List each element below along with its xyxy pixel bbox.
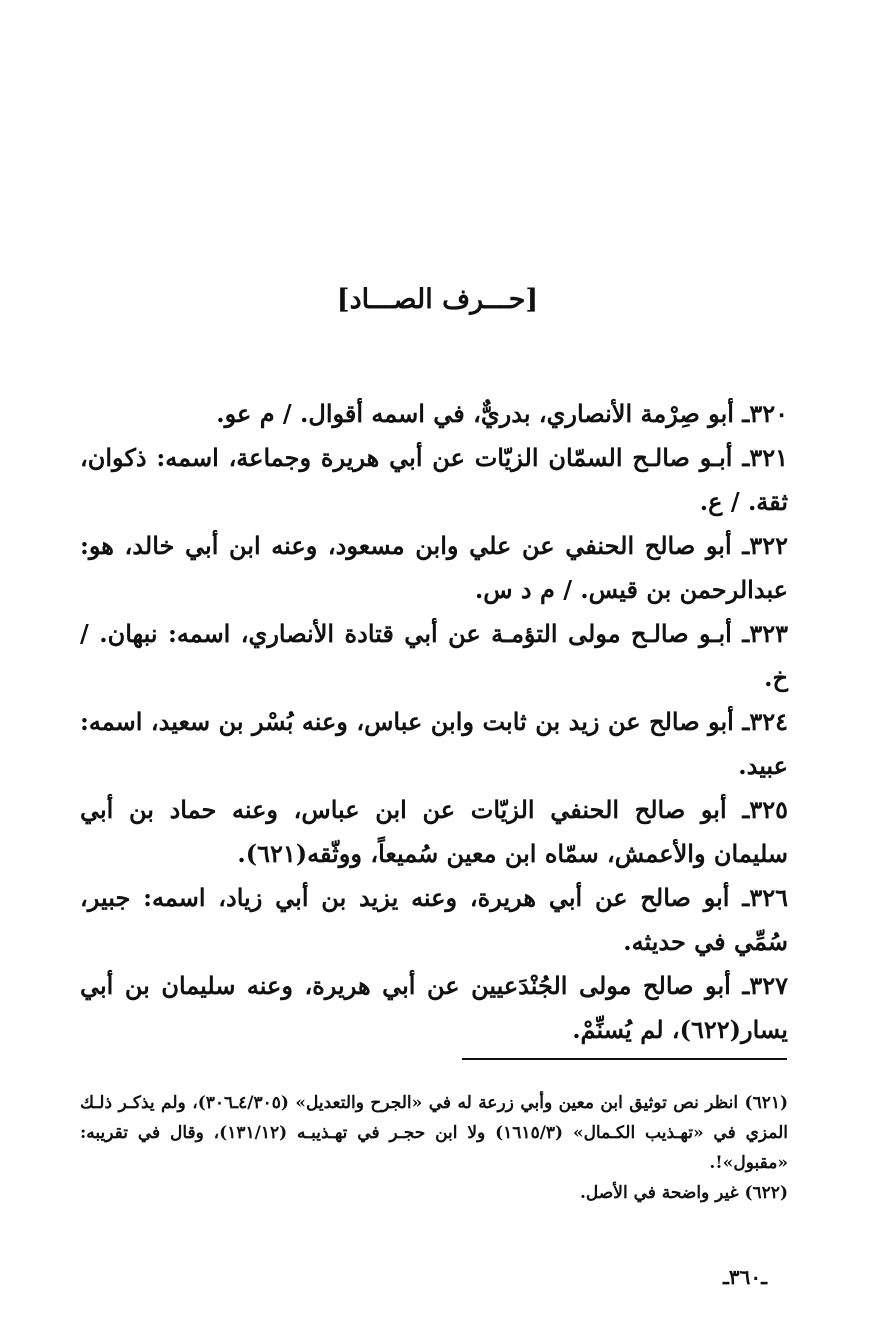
- entry-number: ٣٢٣ـ: [742, 619, 788, 648]
- section-title: [حـــرف الصـــاد]: [336, 284, 539, 315]
- entry-text: أبو صالح مولى الجُنْدَعيين عن أبي هريرة، وعنه سليمان بن أبي يسار(٦٢٢)، لم يُسنِّمْ.: [80, 971, 788, 1044]
- entry-322: [80, 524, 788, 612]
- entry-text: أبو صالح الحنفي عن علي وابن مسعود، وعنه ابن أبي خالد، هو: عبدالرحمن بن قيس. / م د س.: [80, 531, 788, 604]
- entry-320: [80, 392, 788, 436]
- footnote-621: [80, 1088, 788, 1178]
- footnote-text: انظر نص توثيق ابن معين وأبي زرعة له في «الجرح والتعديل» (٤/٣٠٥ـ٣٠٦)، ولم يذكـر ذلـك المزي في «تهـذيب الكـمال» (١٦١٥/٣) ولا ابن حجـر في تهـذيبـه (١٣١/١٢)، وقال في تقريبه: «مقبول»!.: [80, 1093, 788, 1173]
- entry-number: ٣٢٠ـ: [742, 399, 788, 428]
- footnote-622: [80, 1178, 788, 1208]
- entry-number: ٣٢٤ـ: [742, 707, 789, 736]
- footnote-text: غير واضحة في الأصل.: [580, 1183, 739, 1203]
- entry-321: [80, 436, 788, 524]
- entry-text: أبـو صالـح مولى التؤمـة عن أبي قتادة الأنصاري، اسمه: نبهان. / خ.: [80, 619, 788, 692]
- entry-number: ٣٢٧ـ: [742, 971, 789, 1000]
- page-number: ـ٣٦٠ـ: [723, 1265, 767, 1289]
- entries-list: [80, 392, 788, 1052]
- footnote-separator: [462, 1058, 787, 1060]
- entry-number: ٣٢١ـ: [742, 443, 789, 472]
- footnote-number: (٦٢١): [744, 1093, 789, 1113]
- entry-text: أبو صالح الحنفي الزيّات عن ابن عباس، وعنه حماد بن أبي سليمان والأعمش، سمّاه ابن معين سُميعاً، ووثّقه(٦٢١).: [80, 795, 788, 868]
- entry-text: أبو صالح عن زيد بن ثابت وابن عباس، وعنه بُسْر بن سعيد، اسمه: عبيد.: [80, 707, 788, 780]
- entry-text: أبو صالح عن أبي هريرة، وعنه يزيد بن أبي زياد، اسمه: جبير، سُمِّي في حديثه.: [80, 883, 788, 956]
- entry-number: ٣٢٦ـ: [742, 883, 788, 912]
- entry-text: أبو صِرْمة الأنصاري، بدريٌّ، في اسمه أقوال. / م عو.: [216, 399, 734, 428]
- footnotes-section: [80, 1088, 788, 1208]
- entry-326: [80, 876, 788, 964]
- entry-number: ٣٢٢ـ: [742, 531, 788, 560]
- entry-323: [80, 612, 788, 700]
- entry-number: ٣٢٥ـ: [742, 795, 789, 824]
- entry-text: أبـو صالـح السمّان الزيّات عن أبي هريرة وجماعة، اسمه: ذكوان، ثقة. / ع.: [80, 443, 788, 516]
- entry-325: [80, 788, 788, 876]
- footnote-number: (٦٢٢): [744, 1183, 788, 1203]
- entry-327: [80, 964, 788, 1052]
- entry-324: [80, 700, 788, 788]
